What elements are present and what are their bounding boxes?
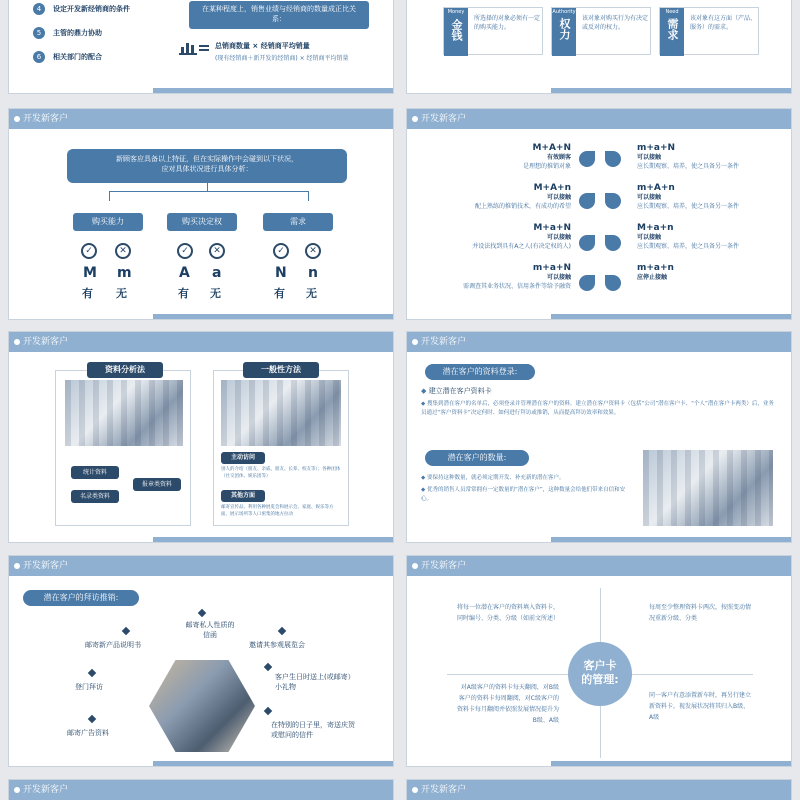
slide-header: 开发新客户 bbox=[407, 556, 791, 576]
card-badge bbox=[444, 8, 468, 56]
slide-header: 开发新客户 bbox=[407, 780, 791, 800]
combo-tag: 可以接触 bbox=[637, 154, 662, 161]
hexagon-icon bbox=[88, 715, 96, 723]
diamond-icon: ◆ bbox=[421, 387, 427, 395]
card-cn-label: 需求 bbox=[666, 18, 679, 40]
visit-method: 在特别的日子里，寄送庆贺或慰问的信件 bbox=[271, 721, 355, 739]
combo-code: M+a+N bbox=[533, 223, 571, 233]
chart-icon bbox=[179, 43, 197, 55]
method-desc: 邮寄宣传品、利用各种展览会和展示会、家庭、娱乐等方面、展示场所等人口密集的地方拉动 bbox=[221, 505, 334, 517]
card-desc: 该对象有这方面（产品、服务）的需求。 bbox=[690, 15, 757, 31]
card-en-label: Money bbox=[447, 9, 465, 15]
left-panel-title: 资料分析法 bbox=[87, 362, 163, 378]
right-panel-title: 一般性方法 bbox=[243, 362, 319, 378]
combo-code: m+A+n bbox=[637, 183, 675, 193]
leaf-icon bbox=[605, 193, 621, 209]
method-desc: 别人的介绍（朋友、亲戚、朋友、长辈、校友等）；各种团体（社交团体、娱乐团等） bbox=[221, 467, 341, 479]
slide-footer-bar bbox=[153, 761, 393, 766]
combo-tag: 可以接触 bbox=[637, 194, 662, 201]
slide-next-right[interactable] bbox=[406, 779, 792, 800]
hexagon-icon bbox=[122, 627, 130, 635]
center-circle bbox=[568, 642, 632, 706]
diamond-icon: ◆ bbox=[421, 401, 426, 407]
card-authority bbox=[551, 7, 651, 55]
bullet-text: 要保持这种数量，就必须定期开发、补充新的潜在客户。 bbox=[426, 475, 565, 481]
banner-line: 新顾客应具备以上特征，但在实际操作中会碰到以下状况， bbox=[116, 155, 298, 163]
leaf-icon bbox=[579, 235, 595, 251]
combo-desc: 需调查其业务状况、信用条件等给予融资 bbox=[462, 283, 571, 290]
combo-code: m+a+n bbox=[637, 263, 674, 273]
equals-icon bbox=[199, 45, 209, 51]
level-yes: 有 bbox=[82, 287, 93, 300]
diamond-icon: ◆ bbox=[421, 475, 426, 481]
level-no: 无 bbox=[116, 287, 127, 300]
combo-desc: 是理想的推销对象 bbox=[522, 163, 571, 170]
hexagon-icon bbox=[278, 627, 286, 635]
bullet-text: 优秀的销售人员常常拥有一定数量的“潜在客户”，这种数量会给他们带来自信和安心。 bbox=[421, 487, 626, 502]
leaf-icon bbox=[579, 275, 595, 291]
meeting-photo bbox=[65, 380, 183, 446]
combo-tag: 可以接触 bbox=[546, 274, 571, 281]
slide-footer-bar bbox=[551, 537, 791, 542]
visit-method: 邮寄私人性质的信函 bbox=[185, 621, 235, 639]
bullet-heading bbox=[421, 386, 492, 396]
cross-icon: ✕ bbox=[209, 243, 225, 259]
bullet-paragraph bbox=[421, 400, 775, 418]
resource-tag: 统计资料 bbox=[71, 466, 119, 479]
combo-entry bbox=[637, 263, 674, 282]
slide-header: 开发新客户 bbox=[407, 332, 791, 352]
item-number: 5 bbox=[33, 27, 45, 39]
method-title: 主动访问 bbox=[221, 452, 265, 464]
leaf-icon bbox=[579, 151, 595, 167]
formula-line-1: 总销商数量 × 经销商平均销量 bbox=[215, 42, 310, 50]
combo-desc: 应长期观察、培养，使之具备另一条件 bbox=[637, 203, 740, 210]
combo-code: M+A+N bbox=[532, 143, 571, 153]
card-need bbox=[659, 7, 759, 55]
combo-desc: 应长期观察、培养，使之具备另一条件 bbox=[637, 243, 740, 250]
card-en-label: Authority bbox=[552, 9, 576, 15]
item-label: 相关部门的配合 bbox=[53, 53, 102, 61]
combo-tag: 有效顾客 bbox=[546, 154, 571, 161]
section-title: 潜在客户的资料登录: bbox=[425, 364, 535, 380]
level-yes: 有 bbox=[178, 287, 189, 300]
card-badge bbox=[660, 8, 684, 56]
card-desc: 该对象对购买行为有决定或反对的权力。 bbox=[582, 15, 649, 31]
check-icon: ✓ bbox=[177, 243, 193, 259]
slide-prospecting-methods[interactable] bbox=[8, 331, 394, 543]
item-label: 主管的鼎力协助 bbox=[53, 29, 102, 37]
check-icon: ✓ bbox=[273, 243, 289, 259]
combo-desc: 并设法找到具有A之人(有决定权的人) bbox=[472, 243, 571, 250]
quadrant-text: 同一客户有意添置新车时，再另行建立新资料卡，视发展状况将其归入B级、A级 bbox=[649, 692, 752, 721]
card-badge bbox=[552, 8, 576, 56]
cross-icon: ✕ bbox=[305, 243, 321, 259]
combo-tag: 可以接触 bbox=[546, 234, 571, 241]
proportion-banner: 在某种程度上，销售业绩与经销商的数量成正比关系： bbox=[189, 1, 369, 29]
slide-header: 开发新客户 bbox=[407, 109, 791, 129]
combo-entry bbox=[523, 143, 571, 171]
quadrant-text: 每周至少整理资料卡两次，按照变动情况重新分级、分类 bbox=[649, 604, 752, 622]
item-label: 设定开发新经销商的条件 bbox=[53, 5, 130, 13]
slide-footer-bar bbox=[153, 314, 393, 319]
section-title: 潜在客户的数量: bbox=[425, 450, 529, 466]
level-small: m bbox=[117, 265, 132, 281]
level-big: A bbox=[179, 265, 190, 281]
card-cn-label: 权力 bbox=[558, 18, 571, 40]
cross-icon: ✕ bbox=[115, 243, 131, 259]
bullet-paragraph bbox=[421, 474, 635, 483]
slide-next-left[interactable] bbox=[8, 779, 394, 800]
quadrant-text: 将每一位潜在客户的资料填入资料卡，同时编号、分类、分级（如前文所述） bbox=[456, 604, 559, 622]
bullet-text: 搜集到潜在客户的名单后，必须登录并管理潜在客户的资料。建立潜在客户资料卡（包括“公司”潜在客户卡、“个人”潜在客户卡两类）后，业务员通过“客户资料卡”决定何时、如何进行拜访或推销，从而提高拜访效率和效果。 bbox=[421, 401, 774, 416]
slide-footer-bar bbox=[153, 88, 393, 93]
column-title: 购买能力 bbox=[73, 213, 143, 231]
slide-header: 开发新客户 bbox=[9, 556, 393, 576]
combo-tag: 可以接触 bbox=[546, 194, 571, 201]
combo-entry bbox=[637, 223, 739, 251]
diamond-icon: ◆ bbox=[421, 487, 426, 493]
level-small: n bbox=[308, 265, 318, 281]
level-small: a bbox=[212, 265, 222, 281]
column-title: 需求 bbox=[263, 213, 333, 231]
leaf-icon bbox=[605, 275, 621, 291]
center-title: 的管理: bbox=[581, 673, 619, 686]
combo-tag: 可以接触 bbox=[637, 234, 662, 241]
combo-entry bbox=[463, 263, 571, 291]
banner-line: 应对具体状况进行具体分析： bbox=[161, 165, 253, 173]
leaf-icon bbox=[605, 151, 621, 167]
combo-code: m+a+N bbox=[637, 143, 676, 153]
slide-dealer-conditions[interactable] bbox=[8, 0, 394, 94]
combo-code: M+a+n bbox=[637, 223, 674, 233]
resource-tag: 报章类资料 bbox=[133, 478, 181, 491]
section-title: 潜在客户的拜访推销: bbox=[23, 590, 139, 606]
slide-man-analysis[interactable] bbox=[8, 108, 394, 320]
combo-entry bbox=[637, 183, 739, 211]
bullet-text: 建立潜在客户资料卡 bbox=[428, 387, 492, 395]
combo-desc: 应长期观察、培养，使之具备另一条件 bbox=[637, 163, 740, 170]
hexagon-photo bbox=[149, 660, 255, 752]
combo-entry bbox=[637, 143, 739, 171]
visit-method: 邮寄广告资料 bbox=[67, 729, 109, 737]
hexagon-icon bbox=[88, 669, 96, 677]
center-title: 客户卡 bbox=[583, 659, 617, 672]
leaf-icon bbox=[579, 193, 595, 209]
visit-method: 客户生日时送上(或邮寄）小礼物 bbox=[275, 673, 355, 691]
bullet-paragraph bbox=[421, 486, 635, 504]
slide-prospect-records[interactable] bbox=[406, 331, 792, 543]
combo-tag: 应停止接触 bbox=[637, 274, 668, 281]
level-big: M bbox=[83, 265, 97, 281]
level-no: 无 bbox=[306, 287, 317, 300]
slide-man-criteria[interactable] bbox=[406, 0, 792, 94]
quadrant-text: 对A级客户的资料卡每天翻阅，对B级客户的资料卡每周翻阅，对C级客户的资料卡每月翻阅并依照发展情况提升为B级、A级 bbox=[456, 684, 559, 724]
card-desc: 所选择的对象必须有一定的购买能力。 bbox=[474, 15, 541, 31]
hexagon-icon bbox=[264, 663, 272, 671]
combo-code: m+a+N bbox=[532, 263, 571, 273]
level-yes: 有 bbox=[274, 287, 285, 300]
connector-stem bbox=[207, 183, 208, 191]
column-title: 购买决定权 bbox=[167, 213, 237, 231]
leaf-icon bbox=[605, 235, 621, 251]
visit-method: 邀请其参观展览会 bbox=[249, 641, 305, 649]
card-money bbox=[443, 7, 543, 55]
method-title: 其他方面 bbox=[221, 490, 265, 502]
level-no: 无 bbox=[210, 287, 221, 300]
combo-desc: 配上熟练的推销技术，有成功的希望 bbox=[474, 203, 571, 210]
slide-man-combinations[interactable] bbox=[406, 108, 792, 320]
formula-line-2: (现有经销商＋新开发的经销商) × 经销商平均销量 bbox=[215, 55, 349, 62]
slide-footer-bar bbox=[551, 761, 791, 766]
combo-entry bbox=[472, 223, 571, 251]
slide-visit-promotion[interactable] bbox=[8, 555, 394, 767]
slide-card-management[interactable] bbox=[406, 555, 792, 767]
check-icon: ✓ bbox=[81, 243, 97, 259]
item-number: 4 bbox=[33, 3, 45, 15]
card-en-label: Need bbox=[665, 9, 679, 15]
resource-tag: 名录类资料 bbox=[71, 490, 119, 503]
slide-header: 开发新客户 bbox=[9, 332, 393, 352]
analysis-banner bbox=[67, 149, 347, 183]
slide-footer-bar bbox=[153, 537, 393, 542]
visit-method: 登门拜访 bbox=[75, 683, 103, 691]
slide-header: 开发新客户 bbox=[9, 109, 393, 129]
business-team-photo bbox=[221, 380, 341, 446]
level-big: N bbox=[275, 265, 287, 281]
hexagon-icon bbox=[264, 707, 272, 715]
high-five-photo bbox=[643, 450, 773, 526]
slide-footer-bar bbox=[551, 88, 791, 93]
card-cn-label: 金钱 bbox=[450, 19, 463, 41]
combo-entry bbox=[475, 183, 571, 211]
hexagon-icon bbox=[198, 609, 206, 617]
slide-header: 开发新客户 bbox=[9, 780, 393, 800]
connector-line bbox=[109, 191, 309, 201]
item-number: 6 bbox=[33, 51, 45, 63]
slide-footer-bar bbox=[551, 314, 791, 319]
combo-code: M+A+n bbox=[533, 183, 571, 193]
visit-method: 邮寄新产品说明书 bbox=[85, 641, 141, 649]
